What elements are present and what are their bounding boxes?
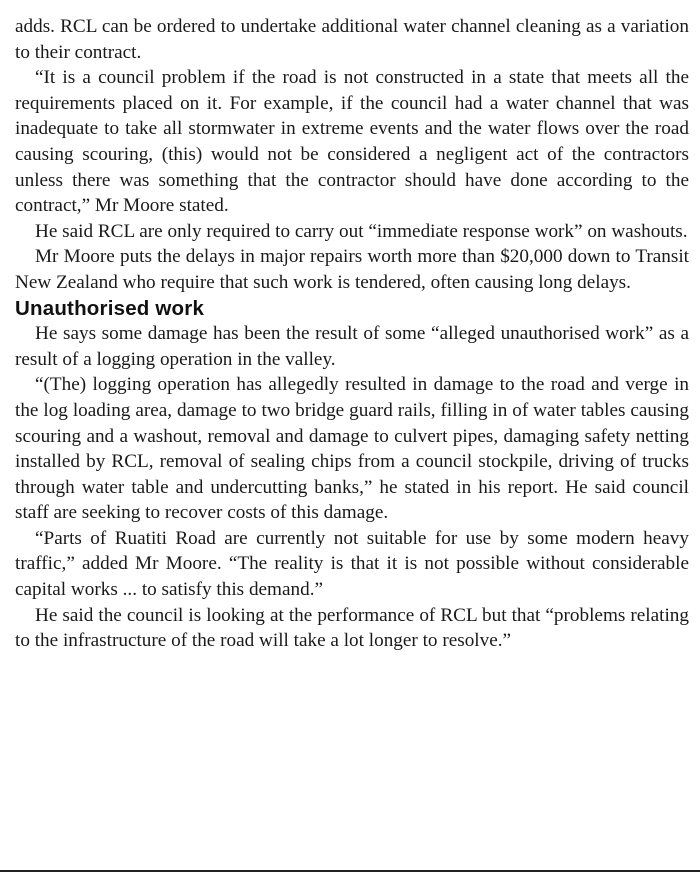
paragraph-alleged-unauthorised-work: He says some damage has been the result of some “alleged unauthorised work” as a result of a logging operation in the valley. bbox=[15, 323, 689, 370]
subhead-unauthorised-work: Unauthorised work bbox=[15, 296, 205, 320]
paragraph-continuation: adds. RCL can be ordered to undertake additional water channel cleaning as a variation to their contract. bbox=[15, 16, 689, 63]
paragraph-transit-delays: Mr Moore puts the delays in major repairs worth more than $20,000 down to Transit New Zealand who require that such work is tendered, often causing long delays. bbox=[15, 246, 689, 293]
article-column bbox=[15, 14, 689, 654]
bottom-rule bbox=[0, 870, 700, 872]
paragraph-logging-damage-quote: “(The) logging operation has allegedly resulted in damage to the road and verge in the log loading area, damage to two bridge guard rails, filling in of water tables causing scouring and a washout, removal and damage to culvert pipes, damaging safety netting installed by RCL, removal of sealing chips from a council stockpile, driving of trucks through water table and undercutting banks,” he stated in his report. He said council staff are seeking to recover costs of this damage. bbox=[15, 374, 689, 524]
paragraph-immediate-response: He said RCL are only required to carry out “immediate response work” on washouts. bbox=[35, 220, 688, 242]
paragraph-heavy-traffic-quote: “Parts of Ruatiti Road are currently not suitable for use by some modern heavy traffic,” added Mr Moore. “The reality is that it is not possible without considerable capital works ... to satisfy this demand.” bbox=[15, 527, 689, 601]
paragraph-rcl-performance: He said the council is looking at the performance of RCL but that “problems relating to the infrastructure of the road will take a lot longer to resolve.” bbox=[15, 604, 689, 652]
paragraph-council-problem-quote: “It is a council problem if the road is not constructed in a state that meets all the requirements placed on it. For example, if the council had a water channel that was inadequate to take all stormwater in extreme events and the water flows over the road causing scouring, (this) would not be considered a negligent act of the contractors unless there was something that the contractor should have done according to the contract,” Mr Moore stated. bbox=[15, 67, 689, 217]
